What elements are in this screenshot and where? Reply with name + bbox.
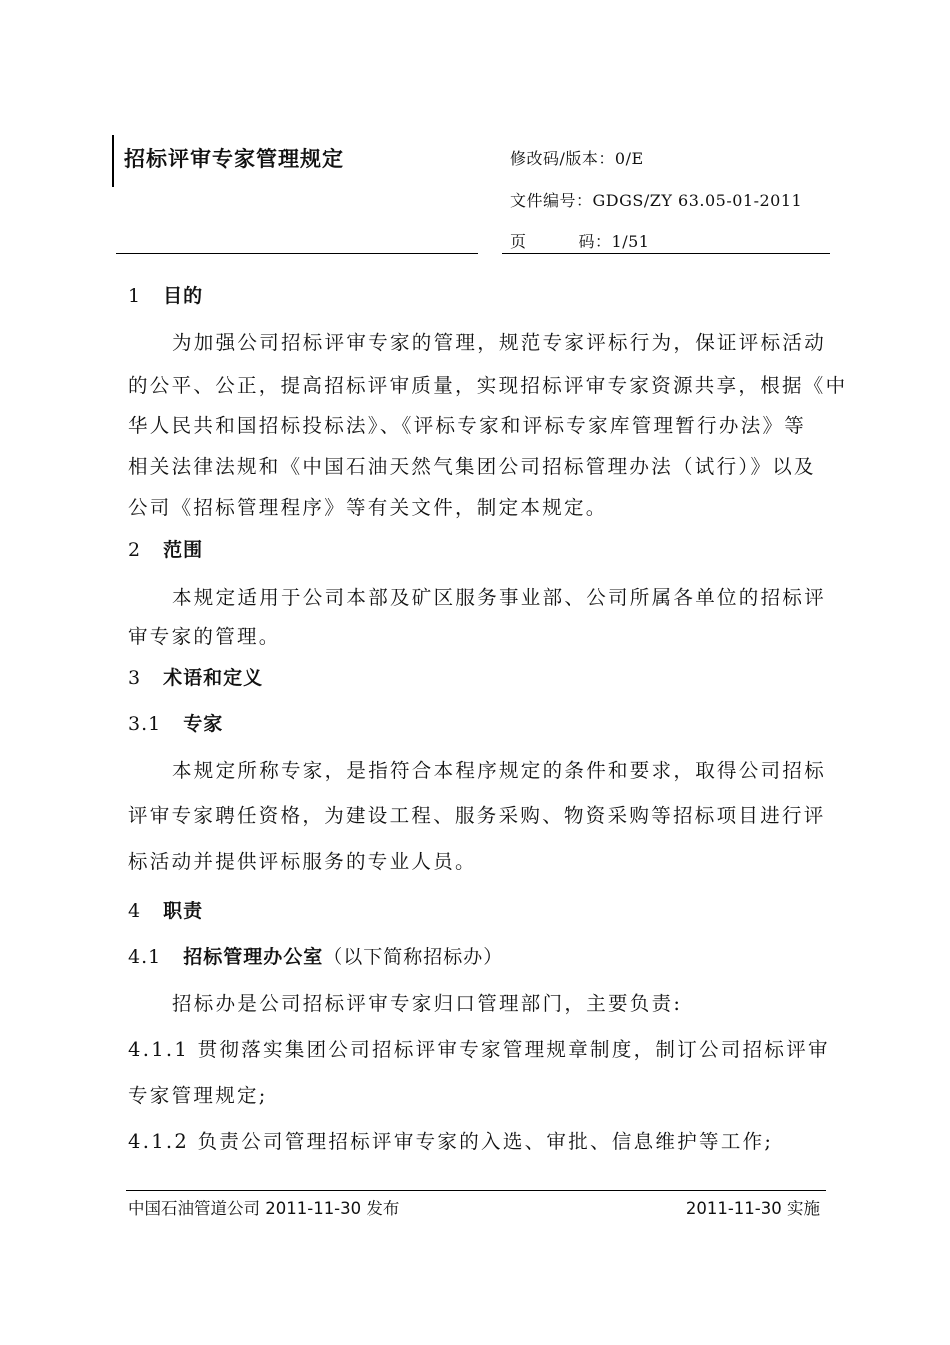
subsection-4-1-heading xyxy=(128,942,503,969)
revision-code: 修改码/版本：0/E xyxy=(510,149,644,168)
paragraph-line: 专家管理规定; xyxy=(128,1084,268,1107)
subsection-3-1-heading xyxy=(128,709,223,736)
paragraph-line: 相关法律法规和《中国石油天然气集团公司招标管理办法（试行）》以及 xyxy=(128,455,816,478)
section-number: 2 xyxy=(128,539,142,561)
section-title-note: （以下简称招标办） xyxy=(323,946,504,968)
paragraph-line: 的公平、公正，提高招标评审质量，实现招标评审专家资源共享，根据《中 xyxy=(128,374,848,397)
paragraph-line: 评审专家聘任资格，为建设工程、服务采购、物资采购等招标项目进行评 xyxy=(128,804,826,827)
section-title: 目的 xyxy=(163,285,204,307)
page-label-b: 码：1/51 xyxy=(578,232,650,251)
section-number: 3.1 xyxy=(128,713,162,735)
paragraph-line: 为加强公司招标评审专家的管理，规范专家评标行为，保证评标活动 xyxy=(172,331,827,354)
footer-issued: 中国石油管道公司 2011-11-30 发布 xyxy=(128,1199,400,1218)
footer-rule xyxy=(126,1190,826,1191)
paragraph-line: 本规定所称专家，是指符合本程序规定的条件和要求，取得公司招标 xyxy=(172,759,827,782)
header-rule-right xyxy=(502,253,830,254)
document-number: 文件编号：GDGS/ZY 63.05-01-2011 xyxy=(510,191,803,210)
paragraph-line: 4.1.1 贯彻落实集团公司招标评审专家管理规章制度，制订公司招标评审 xyxy=(128,1038,830,1061)
paragraph-line: 招标办是公司招标评审专家归口管理部门，主要负责: xyxy=(172,992,683,1015)
section-title: 招标管理办公室 xyxy=(183,946,324,968)
section-1-heading xyxy=(128,281,203,308)
section-title: 范围 xyxy=(163,539,204,561)
paragraph-line: 公司《招标管理程序》等有关文件，制定本规定。 xyxy=(128,496,608,519)
section-number: 3 xyxy=(128,667,142,689)
section-3-heading xyxy=(128,663,263,690)
paragraph-line: 审专家的管理。 xyxy=(128,625,281,648)
section-title: 专家 xyxy=(183,713,224,735)
section-number: 4.1 xyxy=(128,946,162,968)
paragraph-line: 华人民共和国招标投标法》、《评标专家和评标专家库管理暂行办法》等 xyxy=(128,414,807,437)
header-vertical-rule xyxy=(112,135,114,187)
document-title: 招标评审专家管理规定 xyxy=(124,147,344,171)
paragraph-line: 本规定适用于公司本部及矿区服务事业部、公司所属各单位的招标评 xyxy=(172,586,827,609)
section-title: 术语和定义 xyxy=(163,667,264,689)
page-number xyxy=(510,229,649,252)
paragraph-line: 4.1.2 负责公司管理招标评审专家的入选、审批、信息维护等工作; xyxy=(128,1130,774,1153)
footer-effective: 2011-11-30 实施 xyxy=(685,1199,820,1218)
page-label-a: 页 xyxy=(510,232,527,251)
section-number: 1 xyxy=(128,285,142,307)
section-number: 4 xyxy=(128,900,142,922)
paragraph-line: 标活动并提供评标服务的专业人员。 xyxy=(128,850,477,873)
section-2-heading xyxy=(128,535,203,562)
section-title: 职责 xyxy=(163,900,204,922)
section-4-heading xyxy=(128,896,203,923)
header-rule-left xyxy=(116,253,478,254)
